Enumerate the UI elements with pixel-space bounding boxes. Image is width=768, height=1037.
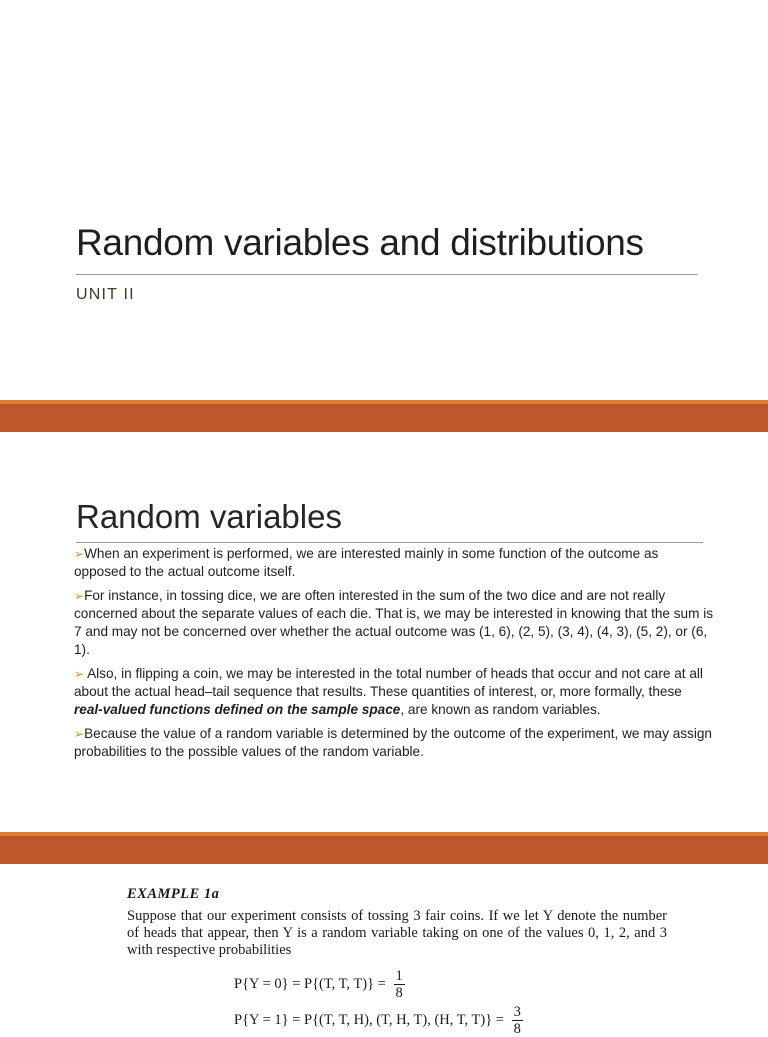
fraction-numerator: 1	[395, 968, 403, 984]
separator-band	[0, 836, 768, 864]
example-title: EXAMPLE 1a	[127, 886, 220, 902]
bullet-emphasis: real-valued functions defined on the sample space	[74, 702, 401, 717]
arrow-bullet-icon: ➢	[74, 547, 85, 561]
title-divider	[76, 542, 703, 543]
bullet-text: Because the value of a random variable is determined by the outcome of the experiment, we may assign probabilities to the possible values of the random variable.	[74, 726, 712, 759]
content-slide	[0, 432, 768, 832]
separator-band	[0, 404, 768, 432]
example-slide	[0, 864, 768, 1037]
title-divider	[76, 274, 698, 275]
bullet-item	[74, 545, 714, 581]
equation	[234, 1004, 523, 1037]
fraction-denominator: 8	[395, 985, 403, 1001]
example-text: Suppose that our experiment consists of tossing 3 fair coins. If we let Y denote the number of heads that appear, then Y is a random variable taking on one of the values 0, 1, 2, and 3 with respective probabilities	[127, 908, 667, 958]
equation-lhs: P{Y = 1} = P{(T, T, H), (T, H, T), (H, T, T)} =	[234, 1011, 504, 1028]
bullet-text: Also, in flipping a coin, we may be interested in the total number of heads that occur and not care at all about the actual head–tail sequence that results. These quantities of interest, or, more formally, these	[74, 666, 703, 699]
equation	[234, 968, 405, 1001]
bullet-item	[74, 587, 714, 659]
bullet-text: When an experiment is performed, we are interested mainly in some function of the outcome as opposed to the actual outcome itself.	[74, 546, 659, 579]
slide-subtitle: UNIT II	[76, 286, 135, 303]
fraction	[512, 1004, 523, 1037]
title-slide	[0, 0, 768, 400]
bullet-text: , are known as random variables.	[400, 702, 601, 717]
equation-lhs: P{Y = 0} = P{(T, T, T)} =	[234, 975, 386, 992]
fraction-numerator: 3	[513, 1004, 521, 1020]
arrow-bullet-icon: ➢	[74, 667, 85, 681]
fraction-denominator: 8	[513, 1021, 521, 1037]
slide-title: Random variables	[76, 498, 342, 535]
bullet-list	[74, 545, 714, 767]
slide-title: Random variables and distributions	[76, 222, 644, 263]
fraction	[394, 968, 405, 1001]
bullet-text: For instance, in tossing dice, we are often interested in the sum of the two dice and are not really concerned about the separate values of each die. That is, we may be interested in knowing that the sum is 7 and may not be concerned over whether the actual outcome was (1, 6), (2, 5), (3, 4), (4, 3), (5, 2), or (6, 1).	[74, 588, 714, 657]
arrow-bullet-icon: ➢	[74, 589, 85, 603]
bullet-item	[74, 725, 714, 761]
bullet-item	[74, 665, 714, 719]
arrow-bullet-icon: ➢	[74, 727, 85, 741]
